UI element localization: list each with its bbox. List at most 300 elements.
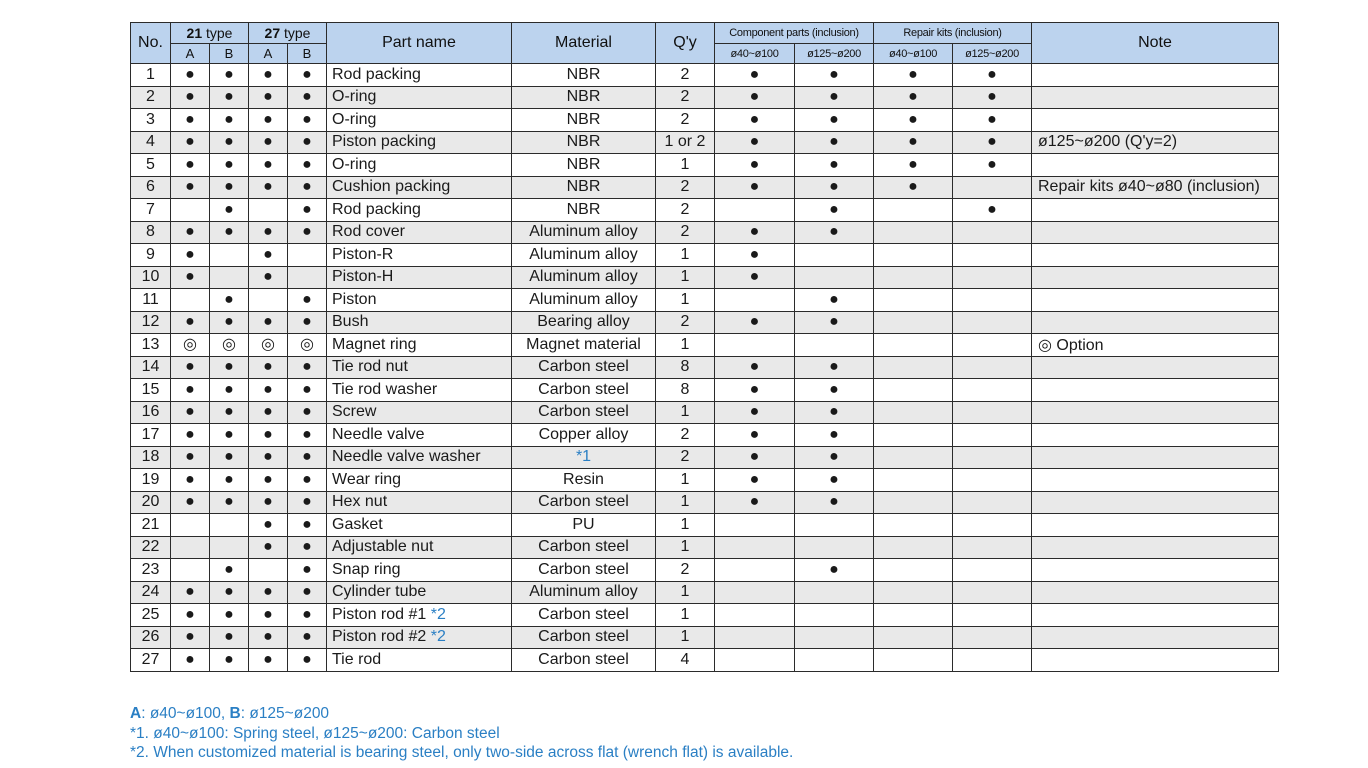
repair-small-empty bbox=[874, 221, 953, 244]
table-row bbox=[131, 559, 1279, 582]
repair-small-dot: ● bbox=[874, 176, 953, 199]
mark-21-a-dot: ● bbox=[171, 266, 210, 289]
component-small-dot: ● bbox=[715, 356, 795, 379]
row-number: 21 bbox=[131, 514, 171, 537]
material: Aluminum alloy bbox=[512, 221, 656, 244]
mark-27-b-dot: ● bbox=[288, 311, 327, 334]
mark-27-a-dot: ● bbox=[249, 176, 288, 199]
header-repair-small-range: ø40~ø100 bbox=[874, 44, 953, 64]
part-name bbox=[327, 109, 512, 132]
component-small-dot: ● bbox=[715, 446, 795, 469]
repair-small-dot: ● bbox=[874, 131, 953, 154]
part-name-text: Rod packing bbox=[332, 200, 421, 218]
footnote-a-text: : ø40~ø100, bbox=[141, 705, 230, 722]
table-row bbox=[131, 244, 1279, 267]
repair-small-empty bbox=[874, 581, 953, 604]
component-large-empty bbox=[795, 649, 874, 672]
quantity: 8 bbox=[656, 379, 715, 402]
quantity: 2 bbox=[656, 221, 715, 244]
repair-small-empty bbox=[874, 446, 953, 469]
repair-large-empty bbox=[953, 221, 1032, 244]
mark-21-a-empty bbox=[171, 536, 210, 559]
part-name bbox=[327, 64, 512, 87]
quantity: 1 bbox=[656, 154, 715, 177]
repair-small-empty bbox=[874, 244, 953, 267]
repair-large-empty bbox=[953, 446, 1032, 469]
mark-27-a-dot: ● bbox=[249, 424, 288, 447]
row-number: 4 bbox=[131, 131, 171, 154]
material: Carbon steel bbox=[512, 649, 656, 672]
component-large-empty bbox=[795, 514, 874, 537]
row-number: 5 bbox=[131, 154, 171, 177]
mark-21-a-empty bbox=[171, 559, 210, 582]
table-row bbox=[131, 266, 1279, 289]
repair-large-dot: ● bbox=[953, 199, 1032, 222]
note bbox=[1032, 244, 1279, 267]
row-number: 23 bbox=[131, 559, 171, 582]
note bbox=[1032, 266, 1279, 289]
repair-large-empty bbox=[953, 289, 1032, 312]
mark-21-a-dot: ● bbox=[171, 604, 210, 627]
mark-21-a-empty bbox=[171, 514, 210, 537]
material: PU bbox=[512, 514, 656, 537]
mark-27-a-dot: ● bbox=[249, 244, 288, 267]
part-name-footnote-ref: *2 bbox=[430, 628, 446, 646]
mark-27-a-option: ◎ bbox=[249, 334, 288, 357]
quantity: 1 bbox=[656, 626, 715, 649]
row-number: 3 bbox=[131, 109, 171, 132]
component-large-dot: ● bbox=[795, 154, 874, 177]
component-small-empty bbox=[715, 199, 795, 222]
header-part-name: Part name bbox=[327, 23, 512, 64]
mark-27-b-dot: ● bbox=[288, 199, 327, 222]
note bbox=[1032, 401, 1279, 424]
mark-27-b-dot: ● bbox=[288, 221, 327, 244]
mark-27-b-option: ◎ bbox=[288, 334, 327, 357]
row-number: 25 bbox=[131, 604, 171, 627]
part-name-footnote-ref: *2 bbox=[430, 605, 446, 623]
part-name-text: Needle valve washer bbox=[332, 448, 481, 466]
note: ◎ Option bbox=[1032, 334, 1279, 357]
quantity: 8 bbox=[656, 356, 715, 379]
row-number: 14 bbox=[131, 356, 171, 379]
mark-27-a-dot: ● bbox=[249, 356, 288, 379]
table-row bbox=[131, 311, 1279, 334]
repair-small-empty bbox=[874, 199, 953, 222]
mark-21-a-dot: ● bbox=[171, 244, 210, 267]
table-row bbox=[131, 581, 1279, 604]
note bbox=[1032, 356, 1279, 379]
part-name-text: Gasket bbox=[332, 515, 383, 533]
note bbox=[1032, 199, 1279, 222]
part-name-text: Piston rod #2 bbox=[332, 628, 431, 646]
material: NBR bbox=[512, 131, 656, 154]
repair-large-dot: ● bbox=[953, 86, 1032, 109]
mark-27-b-dot: ● bbox=[288, 289, 327, 312]
header-type-21-number: 21 bbox=[186, 25, 203, 41]
material: NBR bbox=[512, 64, 656, 87]
mark-27-b-dot: ● bbox=[288, 424, 327, 447]
mark-27-b-dot: ● bbox=[288, 86, 327, 109]
quantity: 2 bbox=[656, 424, 715, 447]
mark-21-b-dot: ● bbox=[210, 424, 249, 447]
component-small-empty bbox=[715, 604, 795, 627]
footnotes bbox=[130, 704, 793, 763]
part-name-text: Piston packing bbox=[332, 133, 437, 151]
row-number: 16 bbox=[131, 401, 171, 424]
component-large-empty bbox=[795, 581, 874, 604]
component-large-dot: ● bbox=[795, 289, 874, 312]
mark-27-a-dot: ● bbox=[249, 604, 288, 627]
component-small-dot: ● bbox=[715, 379, 795, 402]
mark-27-b-dot: ● bbox=[288, 109, 327, 132]
component-small-dot: ● bbox=[715, 154, 795, 177]
material: Copper alloy bbox=[512, 424, 656, 447]
component-small-dot: ● bbox=[715, 311, 795, 334]
header-type-27 bbox=[249, 23, 327, 44]
component-large-dot: ● bbox=[795, 109, 874, 132]
mark-27-b-dot: ● bbox=[288, 581, 327, 604]
mark-27-b-dot: ● bbox=[288, 401, 327, 424]
part-name bbox=[327, 559, 512, 582]
component-large-dot: ● bbox=[795, 199, 874, 222]
quantity: 1 bbox=[656, 491, 715, 514]
material: Carbon steel bbox=[512, 379, 656, 402]
note bbox=[1032, 491, 1279, 514]
component-small-dot: ● bbox=[715, 244, 795, 267]
table-row bbox=[131, 356, 1279, 379]
component-small-dot: ● bbox=[715, 131, 795, 154]
row-number: 22 bbox=[131, 536, 171, 559]
part-name bbox=[327, 626, 512, 649]
part-name-text: Screw bbox=[332, 403, 377, 421]
table-row bbox=[131, 649, 1279, 672]
component-large-dot: ● bbox=[795, 311, 874, 334]
header-type-27-word: type bbox=[280, 25, 311, 41]
note bbox=[1032, 559, 1279, 582]
mark-27-b-dot: ● bbox=[288, 469, 327, 492]
header-type-27-number: 27 bbox=[264, 25, 281, 41]
row-number: 2 bbox=[131, 86, 171, 109]
row-number: 10 bbox=[131, 266, 171, 289]
part-name-text: Piston rod #1 bbox=[332, 605, 431, 623]
mark-21-a-dot: ● bbox=[171, 221, 210, 244]
mark-21-a-dot: ● bbox=[171, 424, 210, 447]
mark-27-b-dot: ● bbox=[288, 626, 327, 649]
repair-large-empty bbox=[953, 334, 1032, 357]
mark-27-a-dot: ● bbox=[249, 491, 288, 514]
part-name bbox=[327, 131, 512, 154]
part-name-text: Tie rod washer bbox=[332, 380, 438, 398]
repair-large-empty bbox=[953, 469, 1032, 492]
material: Carbon steel bbox=[512, 559, 656, 582]
mark-27-b-dot: ● bbox=[288, 514, 327, 537]
row-number: 17 bbox=[131, 424, 171, 447]
part-name-text: Hex nut bbox=[332, 493, 388, 511]
mark-27-b-dot: ● bbox=[288, 356, 327, 379]
mark-21-b-dot: ● bbox=[210, 581, 249, 604]
mark-27-b-dot: ● bbox=[288, 176, 327, 199]
part-name-text: O-ring bbox=[332, 88, 377, 106]
quantity: 2 bbox=[656, 446, 715, 469]
component-large-dot: ● bbox=[795, 379, 874, 402]
table-row bbox=[131, 176, 1279, 199]
mark-27-a-dot: ● bbox=[249, 86, 288, 109]
mark-21-a-dot: ● bbox=[171, 64, 210, 87]
repair-large-empty bbox=[953, 626, 1032, 649]
mark-27-a-dot: ● bbox=[249, 536, 288, 559]
mark-27-a-dot: ● bbox=[249, 154, 288, 177]
mark-21-b-dot: ● bbox=[210, 109, 249, 132]
table-row bbox=[131, 131, 1279, 154]
part-name-text: Snap ring bbox=[332, 560, 401, 578]
part-name bbox=[327, 221, 512, 244]
row-number: 18 bbox=[131, 446, 171, 469]
mark-27-a-dot: ● bbox=[249, 446, 288, 469]
component-small-empty bbox=[715, 581, 795, 604]
note: Repair kits ø40~ø80 (inclusion) bbox=[1032, 176, 1279, 199]
part-name bbox=[327, 86, 512, 109]
mark-21-a-dot: ● bbox=[171, 176, 210, 199]
repair-small-empty bbox=[874, 604, 953, 627]
part-name-text: O-ring bbox=[332, 110, 377, 128]
repair-large-empty bbox=[953, 266, 1032, 289]
mark-21-b-dot: ● bbox=[210, 626, 249, 649]
material: Carbon steel bbox=[512, 401, 656, 424]
part-name bbox=[327, 514, 512, 537]
row-number: 26 bbox=[131, 626, 171, 649]
mark-21-a-dot: ● bbox=[171, 131, 210, 154]
material: Aluminum alloy bbox=[512, 244, 656, 267]
header-note: Note bbox=[1032, 23, 1279, 64]
material: NBR bbox=[512, 176, 656, 199]
mark-21-b-empty bbox=[210, 244, 249, 267]
repair-large-empty bbox=[953, 604, 1032, 627]
header-type-21-word: type bbox=[202, 25, 233, 41]
note bbox=[1032, 536, 1279, 559]
repair-small-empty bbox=[874, 379, 953, 402]
part-name-text: O-ring bbox=[332, 155, 377, 173]
repair-large-dot: ● bbox=[953, 131, 1032, 154]
part-name bbox=[327, 581, 512, 604]
header-no: No. bbox=[131, 23, 171, 64]
mark-27-a-dot: ● bbox=[249, 311, 288, 334]
quantity: 1 bbox=[656, 289, 715, 312]
mark-21-a-dot: ● bbox=[171, 446, 210, 469]
mark-21-b-dot: ● bbox=[210, 64, 249, 87]
component-large-empty bbox=[795, 266, 874, 289]
part-name bbox=[327, 176, 512, 199]
table-row bbox=[131, 424, 1279, 447]
part-name bbox=[327, 311, 512, 334]
part-name bbox=[327, 199, 512, 222]
footnote-b-text: : ø125~ø200 bbox=[240, 705, 330, 722]
component-large-dot: ● bbox=[795, 221, 874, 244]
component-large-dot: ● bbox=[795, 131, 874, 154]
header-21-a: A bbox=[171, 44, 210, 64]
part-name-text: Magnet ring bbox=[332, 335, 417, 353]
table-row bbox=[131, 289, 1279, 312]
table-row bbox=[131, 446, 1279, 469]
part-name-text: Piston-R bbox=[332, 245, 394, 263]
component-large-dot: ● bbox=[795, 446, 874, 469]
part-name bbox=[327, 154, 512, 177]
part-name-text: Tie rod bbox=[332, 650, 382, 668]
table-header bbox=[131, 23, 1279, 64]
mark-27-b-dot: ● bbox=[288, 604, 327, 627]
component-small-dot: ● bbox=[715, 86, 795, 109]
header-27-a: A bbox=[249, 44, 288, 64]
row-number: 8 bbox=[131, 221, 171, 244]
header-21-b: B bbox=[210, 44, 249, 64]
table-row bbox=[131, 86, 1279, 109]
repair-large-empty bbox=[953, 581, 1032, 604]
part-name bbox=[327, 491, 512, 514]
row-number: 27 bbox=[131, 649, 171, 672]
repair-large-empty bbox=[953, 424, 1032, 447]
header-component-small-range: ø40~ø100 bbox=[715, 44, 795, 64]
part-name-text: Piston bbox=[332, 290, 377, 308]
component-small-empty bbox=[715, 536, 795, 559]
table-row bbox=[131, 64, 1279, 87]
component-small-dot: ● bbox=[715, 109, 795, 132]
mark-21-b-dot: ● bbox=[210, 154, 249, 177]
quantity: 1 bbox=[656, 581, 715, 604]
row-number: 13 bbox=[131, 334, 171, 357]
material: Carbon steel bbox=[512, 536, 656, 559]
mark-21-a-empty bbox=[171, 289, 210, 312]
parts-list-table bbox=[130, 22, 1279, 672]
mark-27-a-dot: ● bbox=[249, 266, 288, 289]
component-small-dot: ● bbox=[715, 266, 795, 289]
mark-27-a-dot: ● bbox=[249, 626, 288, 649]
material: NBR bbox=[512, 199, 656, 222]
mark-27-b-empty bbox=[288, 244, 327, 267]
component-large-empty bbox=[795, 334, 874, 357]
repair-small-empty bbox=[874, 289, 953, 312]
row-number: 24 bbox=[131, 581, 171, 604]
footnote-2: *2. When customized material is bearing steel, only two-side across flat (wrench flat) is available. bbox=[130, 744, 794, 761]
table-row bbox=[131, 379, 1279, 402]
mark-21-b-dot: ● bbox=[210, 86, 249, 109]
component-small-dot: ● bbox=[715, 491, 795, 514]
repair-small-dot: ● bbox=[874, 64, 953, 87]
note bbox=[1032, 626, 1279, 649]
mark-27-a-empty bbox=[249, 559, 288, 582]
material: NBR bbox=[512, 109, 656, 132]
part-name-text: Rod packing bbox=[332, 65, 421, 83]
footnote-size-legend bbox=[130, 704, 793, 724]
mark-27-b-dot: ● bbox=[288, 154, 327, 177]
header-repair-kits: Repair kits (inclusion) bbox=[874, 23, 1032, 44]
mark-21-a-dot: ● bbox=[171, 581, 210, 604]
part-name-text: Adjustable nut bbox=[332, 538, 434, 556]
footnote-b-label: B bbox=[229, 705, 241, 722]
material: Bearing alloy bbox=[512, 311, 656, 334]
component-small-dot: ● bbox=[715, 401, 795, 424]
repair-large-empty bbox=[953, 536, 1032, 559]
row-number: 6 bbox=[131, 176, 171, 199]
repair-small-dot: ● bbox=[874, 109, 953, 132]
mark-21-b-dot: ● bbox=[210, 604, 249, 627]
mark-27-b-dot: ● bbox=[288, 559, 327, 582]
repair-large-dot: ● bbox=[953, 154, 1032, 177]
table-row bbox=[131, 491, 1279, 514]
note bbox=[1032, 379, 1279, 402]
repair-large-empty bbox=[953, 244, 1032, 267]
component-large-dot: ● bbox=[795, 469, 874, 492]
repair-small-dot: ● bbox=[874, 86, 953, 109]
component-small-dot: ● bbox=[715, 221, 795, 244]
repair-small-empty bbox=[874, 514, 953, 537]
material: Carbon steel bbox=[512, 491, 656, 514]
note bbox=[1032, 469, 1279, 492]
mark-21-b-dot: ● bbox=[210, 131, 249, 154]
mark-27-b-dot: ● bbox=[288, 491, 327, 514]
quantity: 1 bbox=[656, 536, 715, 559]
table-row bbox=[131, 604, 1279, 627]
header-repair-large-range: ø125~ø200 bbox=[953, 44, 1032, 64]
repair-small-empty bbox=[874, 266, 953, 289]
component-large-dot: ● bbox=[795, 86, 874, 109]
component-small-dot: ● bbox=[715, 424, 795, 447]
mark-27-a-empty bbox=[249, 199, 288, 222]
note bbox=[1032, 446, 1279, 469]
header-material: Material bbox=[512, 23, 656, 64]
mark-21-b-empty bbox=[210, 536, 249, 559]
table-row bbox=[131, 221, 1279, 244]
mark-21-a-dot: ● bbox=[171, 86, 210, 109]
note bbox=[1032, 649, 1279, 672]
mark-27-a-empty bbox=[249, 289, 288, 312]
part-name-text: Piston-H bbox=[332, 268, 394, 286]
note bbox=[1032, 581, 1279, 604]
quantity: 2 bbox=[656, 86, 715, 109]
note bbox=[1032, 154, 1279, 177]
quantity: 1 bbox=[656, 266, 715, 289]
component-large-dot: ● bbox=[795, 401, 874, 424]
material: *1 bbox=[512, 446, 656, 469]
mark-21-b-option: ◎ bbox=[210, 334, 249, 357]
mark-27-b-dot: ● bbox=[288, 446, 327, 469]
repair-large-empty bbox=[953, 401, 1032, 424]
quantity: 1 bbox=[656, 604, 715, 627]
mark-21-a-dot: ● bbox=[171, 649, 210, 672]
part-name-text: Needle valve bbox=[332, 425, 425, 443]
footnote-1: *1. ø40~ø100: Spring steel, ø125~ø200: Carbon steel bbox=[130, 724, 500, 742]
mark-21-b-dot: ● bbox=[210, 559, 249, 582]
part-name bbox=[327, 469, 512, 492]
quantity: 2 bbox=[656, 109, 715, 132]
part-name bbox=[327, 536, 512, 559]
mark-27-a-dot: ● bbox=[249, 379, 288, 402]
quantity: 1 bbox=[656, 469, 715, 492]
component-large-dot: ● bbox=[795, 356, 874, 379]
part-name bbox=[327, 424, 512, 447]
header-type-21 bbox=[171, 23, 249, 44]
repair-large-dot: ● bbox=[953, 109, 1032, 132]
repair-small-empty bbox=[874, 356, 953, 379]
table-row bbox=[131, 199, 1279, 222]
mark-21-b-dot: ● bbox=[210, 289, 249, 312]
component-large-empty bbox=[795, 604, 874, 627]
mark-21-b-empty bbox=[210, 266, 249, 289]
component-large-dot: ● bbox=[795, 424, 874, 447]
mark-21-a-dot: ● bbox=[171, 626, 210, 649]
header-qty: Q'y bbox=[656, 23, 715, 64]
quantity: 1 bbox=[656, 401, 715, 424]
mark-21-a-dot: ● bbox=[171, 491, 210, 514]
